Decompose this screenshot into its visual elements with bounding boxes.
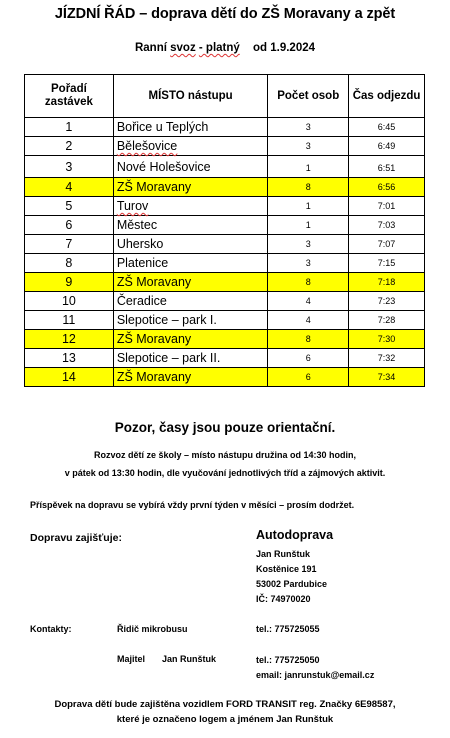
warning-text: Pozor, časy jsou pouze orientační. (114, 420, 336, 435)
row-time: 7:34 (349, 368, 425, 387)
row-place-text: Bělešovice (116, 139, 178, 153)
table-row (25, 197, 425, 216)
row-place: Bořice u Teplých (113, 118, 268, 137)
provider-street: Kostěnice 191 (256, 564, 317, 574)
table-row (25, 254, 425, 273)
notice-line-2: v pátek od 13:30 hodin, dle vyučování jednotlivých tříd a zájmových aktivit. (64, 468, 386, 478)
row-persons: 4 (268, 311, 349, 330)
row-time: 7:23 (349, 292, 425, 311)
subtitle-word-svoz: svoz (170, 42, 196, 54)
row-order: 12 (25, 330, 114, 349)
owner-name: Jan Runštuk (162, 654, 217, 664)
row-order: 10 (25, 292, 114, 311)
row-place: Platenice (113, 254, 268, 273)
table-row (25, 118, 425, 137)
row-place: Městec (113, 216, 268, 235)
row-place (113, 197, 268, 216)
header-place: MÍSTO nástupu (113, 75, 268, 118)
row-place: Slepotice – park I. (113, 311, 268, 330)
header-time: Čas odjezdu (349, 75, 425, 118)
row-place: Nové Holešovice (113, 156, 268, 178)
table-row (25, 349, 425, 368)
table-row (25, 311, 425, 330)
row-place: Uhersko (113, 235, 268, 254)
row-persons: 3 (268, 118, 349, 137)
row-persons: 8 (268, 273, 349, 292)
row-time: 6:45 (349, 118, 425, 137)
document-title: JÍZDNÍ ŘÁD – doprava dětí do ZŠ Moravany a zpět (54, 6, 396, 22)
table-row-highlighted (25, 273, 425, 292)
row-place (113, 137, 268, 156)
row-time: 6:51 (349, 156, 425, 178)
driver-phone: tel.: 775725055 (256, 624, 320, 634)
row-time: 6:56 (349, 178, 425, 197)
table-row (25, 292, 425, 311)
notice-line-1: Rozvoz dětí ze školy – místo nástupu družina od 14:30 hodin, (93, 450, 357, 460)
row-time: 7:07 (349, 235, 425, 254)
row-time: 7:03 (349, 216, 425, 235)
driver-label: Řidič mikrobusu (117, 624, 188, 634)
provider-company: Autodoprava (256, 528, 334, 542)
row-order: 14 (25, 368, 114, 387)
row-persons: 1 (268, 216, 349, 235)
row-order: 6 (25, 216, 114, 235)
subtitle-word-platny: - platný (198, 42, 240, 54)
row-time: 6:49 (349, 137, 425, 156)
footer-line-1: Doprava dětí bude zajištěna vozidlem FORD TRANSIT reg. Značky 6E98587, (54, 699, 396, 710)
row-order: 13 (25, 349, 114, 368)
row-time: 7:28 (349, 311, 425, 330)
row-place: Slepotice – park II. (113, 349, 268, 368)
payment-notice: Příspěvek na dopravu se vybírá vždy první týden v měsíci – prosím dodržet. (30, 500, 355, 510)
row-order: 1 (25, 118, 114, 137)
row-time: 7:32 (349, 349, 425, 368)
header-order: Pořadí zastávek (25, 75, 114, 118)
subtitle-date: od 1.9.2024 (253, 42, 316, 54)
document-subtitle (0, 42, 450, 54)
schedule-table (24, 74, 425, 387)
row-order: 2 (25, 137, 114, 156)
table-row (25, 216, 425, 235)
row-order: 11 (25, 311, 114, 330)
row-persons: 6 (268, 349, 349, 368)
row-order: 8 (25, 254, 114, 273)
owner-email: email: janrunstuk@email.cz (256, 670, 375, 680)
row-persons: 1 (268, 197, 349, 216)
row-place: ZŠ Moravany (113, 273, 268, 292)
provider-name: Jan Runštuk (256, 549, 311, 559)
row-place: ZŠ Moravany (113, 330, 268, 349)
contacts-label: Kontakty: (30, 624, 72, 634)
footer-line-2: které je označeno logem a jménem Jan Runštuk (116, 714, 334, 725)
provider-label: Dopravu zajišťuje: (30, 532, 122, 544)
owner-phone: tel.: 775725050 (256, 655, 320, 665)
row-time: 7:15 (349, 254, 425, 273)
row-order: 7 (25, 235, 114, 254)
table-row-highlighted (25, 368, 425, 387)
row-persons: 8 (268, 178, 349, 197)
row-order: 5 (25, 197, 114, 216)
row-order: 4 (25, 178, 114, 197)
header-persons: Počet osob (268, 75, 349, 118)
row-persons: 3 (268, 235, 349, 254)
row-persons: 3 (268, 254, 349, 273)
row-persons: 3 (268, 137, 349, 156)
provider-city: 53002 Pardubice (256, 579, 328, 589)
row-place: Čeradice (113, 292, 268, 311)
table-row-highlighted (25, 178, 425, 197)
owner-label: Majitel (117, 654, 146, 664)
row-time: 7:30 (349, 330, 425, 349)
table-row (25, 137, 425, 156)
provider-ico: IČ: 74970020 (256, 594, 311, 604)
row-persons: 8 (268, 330, 349, 349)
subtitle-prefix: Ranní (134, 42, 167, 54)
row-place-text: Turov (116, 199, 149, 213)
row-place: ZŠ Moravany (113, 368, 268, 387)
row-time: 7:18 (349, 273, 425, 292)
row-persons: 6 (268, 368, 349, 387)
row-order: 3 (25, 156, 114, 178)
row-persons: 1 (268, 156, 349, 178)
table-row-highlighted (25, 330, 425, 349)
row-order: 9 (25, 273, 114, 292)
table-header-row (25, 75, 425, 118)
row-place: ZŠ Moravany (113, 178, 268, 197)
row-persons: 4 (268, 292, 349, 311)
row-time: 7:01 (349, 197, 425, 216)
table-row (25, 156, 425, 178)
table-row (25, 235, 425, 254)
